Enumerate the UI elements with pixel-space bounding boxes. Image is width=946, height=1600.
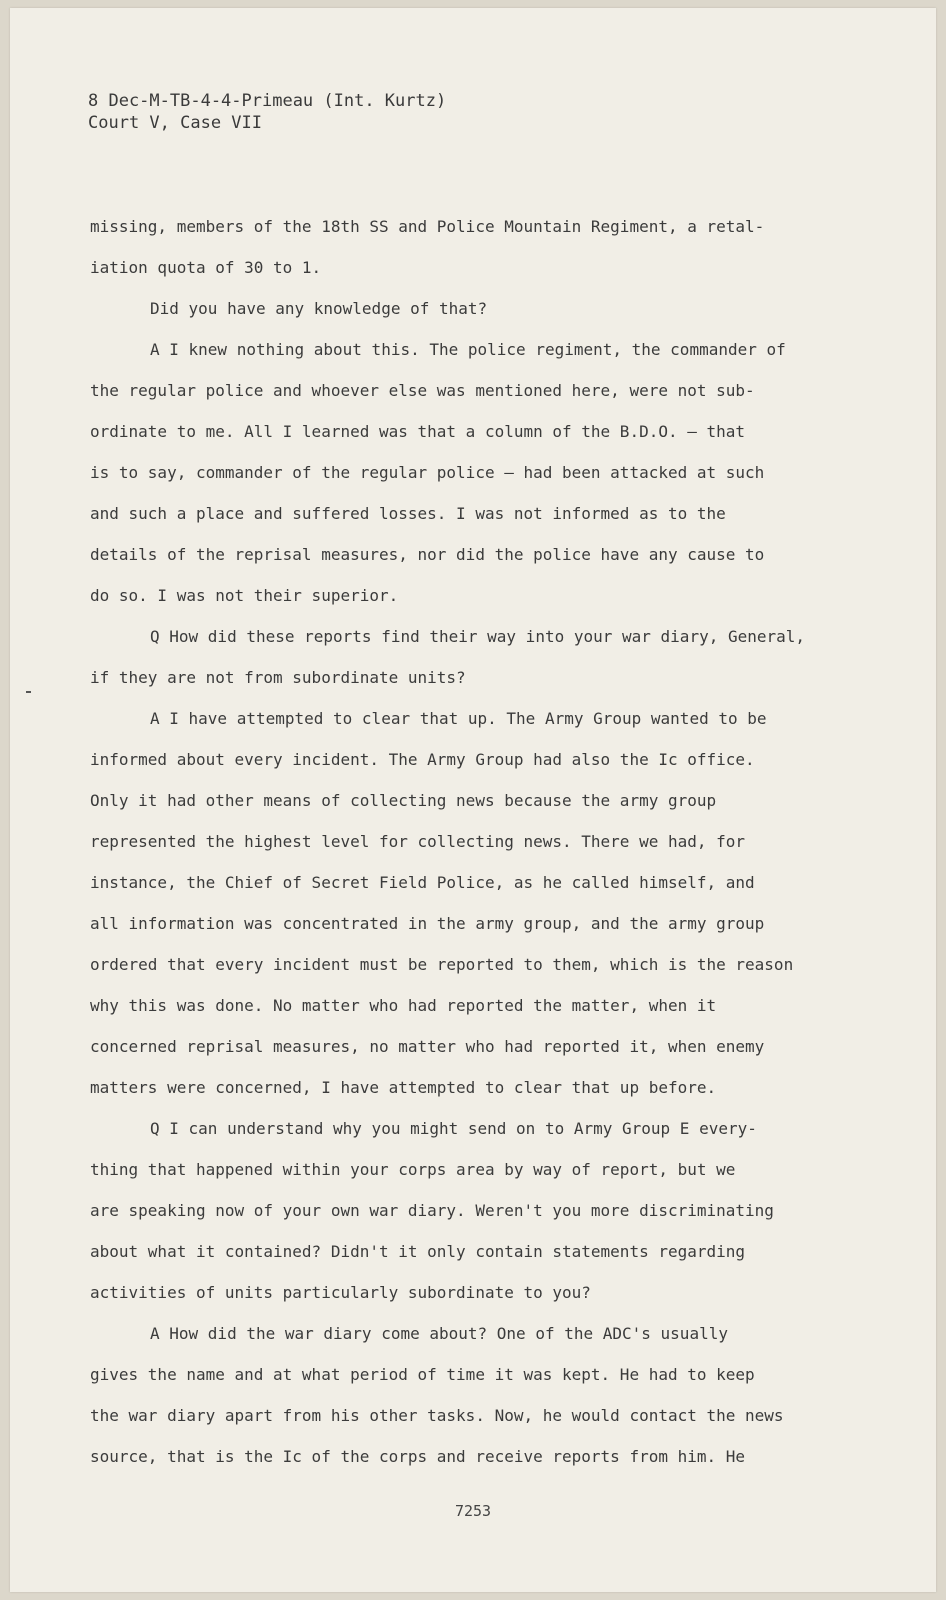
transcript-line: concerned reprisal measures, no matter who had reported it, when enemy [90, 1037, 765, 1056]
transcript-line: informed about every incident. The Army Group had also the Ic office. [90, 750, 755, 769]
transcript-line: matters were concerned, I have attempted to clear that up before. [90, 1078, 717, 1097]
document-header [88, 90, 446, 134]
transcript-line: all information was concentrated in the army group, and the army group [90, 914, 765, 933]
transcript-line: why this was done. No matter who had reported the matter, when it [90, 996, 717, 1015]
transcript-line: about what it contained? Didn't it only contain statements regarding [90, 1242, 746, 1261]
transcript-line: iation quota of 30 to 1. [90, 258, 322, 277]
transcript-line: source, that is the Ic of the corps and receive reports from him. He [90, 1447, 746, 1466]
header-session-line: 8 Dec-M-TB-4-4-Primeau (Int. Kurtz) [88, 91, 447, 111]
transcript-line: gives the name and at what period of time it was kept. He had to keep [90, 1365, 755, 1384]
transcript-line: is to say, commander of the regular police — had been attacked at such [90, 463, 765, 482]
document-page [10, 8, 936, 1592]
transcript-line: missing, members of the 18th SS and Police Mountain Regiment, a retal- [90, 217, 765, 236]
transcript-line: A I have attempted to clear that up. The Army Group wanted to be [150, 709, 767, 728]
transcript-line: details of the reprisal measures, nor did the police have any cause to [90, 545, 765, 564]
transcript-line: activities of units particularly subordinate to you? [90, 1283, 591, 1302]
transcript-line: the war diary apart from his other tasks. Now, he would contact the news [90, 1406, 784, 1425]
paper-speck [26, 691, 31, 693]
transcript-line: represented the highest level for collecting news. There we had, for [90, 832, 746, 851]
transcript-body [90, 206, 860, 1477]
transcript-line: are speaking now of your own war diary. Weren't you more discriminating [90, 1201, 774, 1220]
transcript-line: Q I can understand why you might send on to Army Group E every- [150, 1119, 757, 1138]
transcript-line: Only it had other means of collecting news because the army group [90, 791, 717, 810]
transcript-line: Q How did these reports find their way into your war diary, General, [150, 627, 806, 646]
transcript-line: and such a place and suffered losses. I was not informed as to the [90, 504, 726, 523]
transcript-line: do so. I was not their superior. [90, 586, 399, 605]
transcript-line: the regular police and whoever else was mentioned here, were not sub- [90, 381, 755, 400]
transcript-line: Did you have any knowledge of that? [150, 299, 488, 318]
transcript-line: thing that happened within your corps area by way of report, but we [90, 1160, 736, 1179]
header-court-line: Court V, Case VII [88, 113, 262, 133]
transcript-line: instance, the Chief of Secret Field Police, as he called himself, and [90, 873, 755, 892]
transcript-line: A I knew nothing about this. The police regiment, the commander of [150, 340, 786, 359]
transcript-line: ordinate to me. All I learned was that a column of the B.D.O. — that [90, 422, 746, 441]
transcript-line: if they are not from subordinate units? [90, 668, 466, 687]
transcript-line: ordered that every incident must be reported to them, which is the reason [90, 955, 794, 974]
page-number: 7253 [454, 1502, 492, 1520]
transcript-line: A How did the war diary come about? One of the ADC's usually [150, 1324, 728, 1343]
